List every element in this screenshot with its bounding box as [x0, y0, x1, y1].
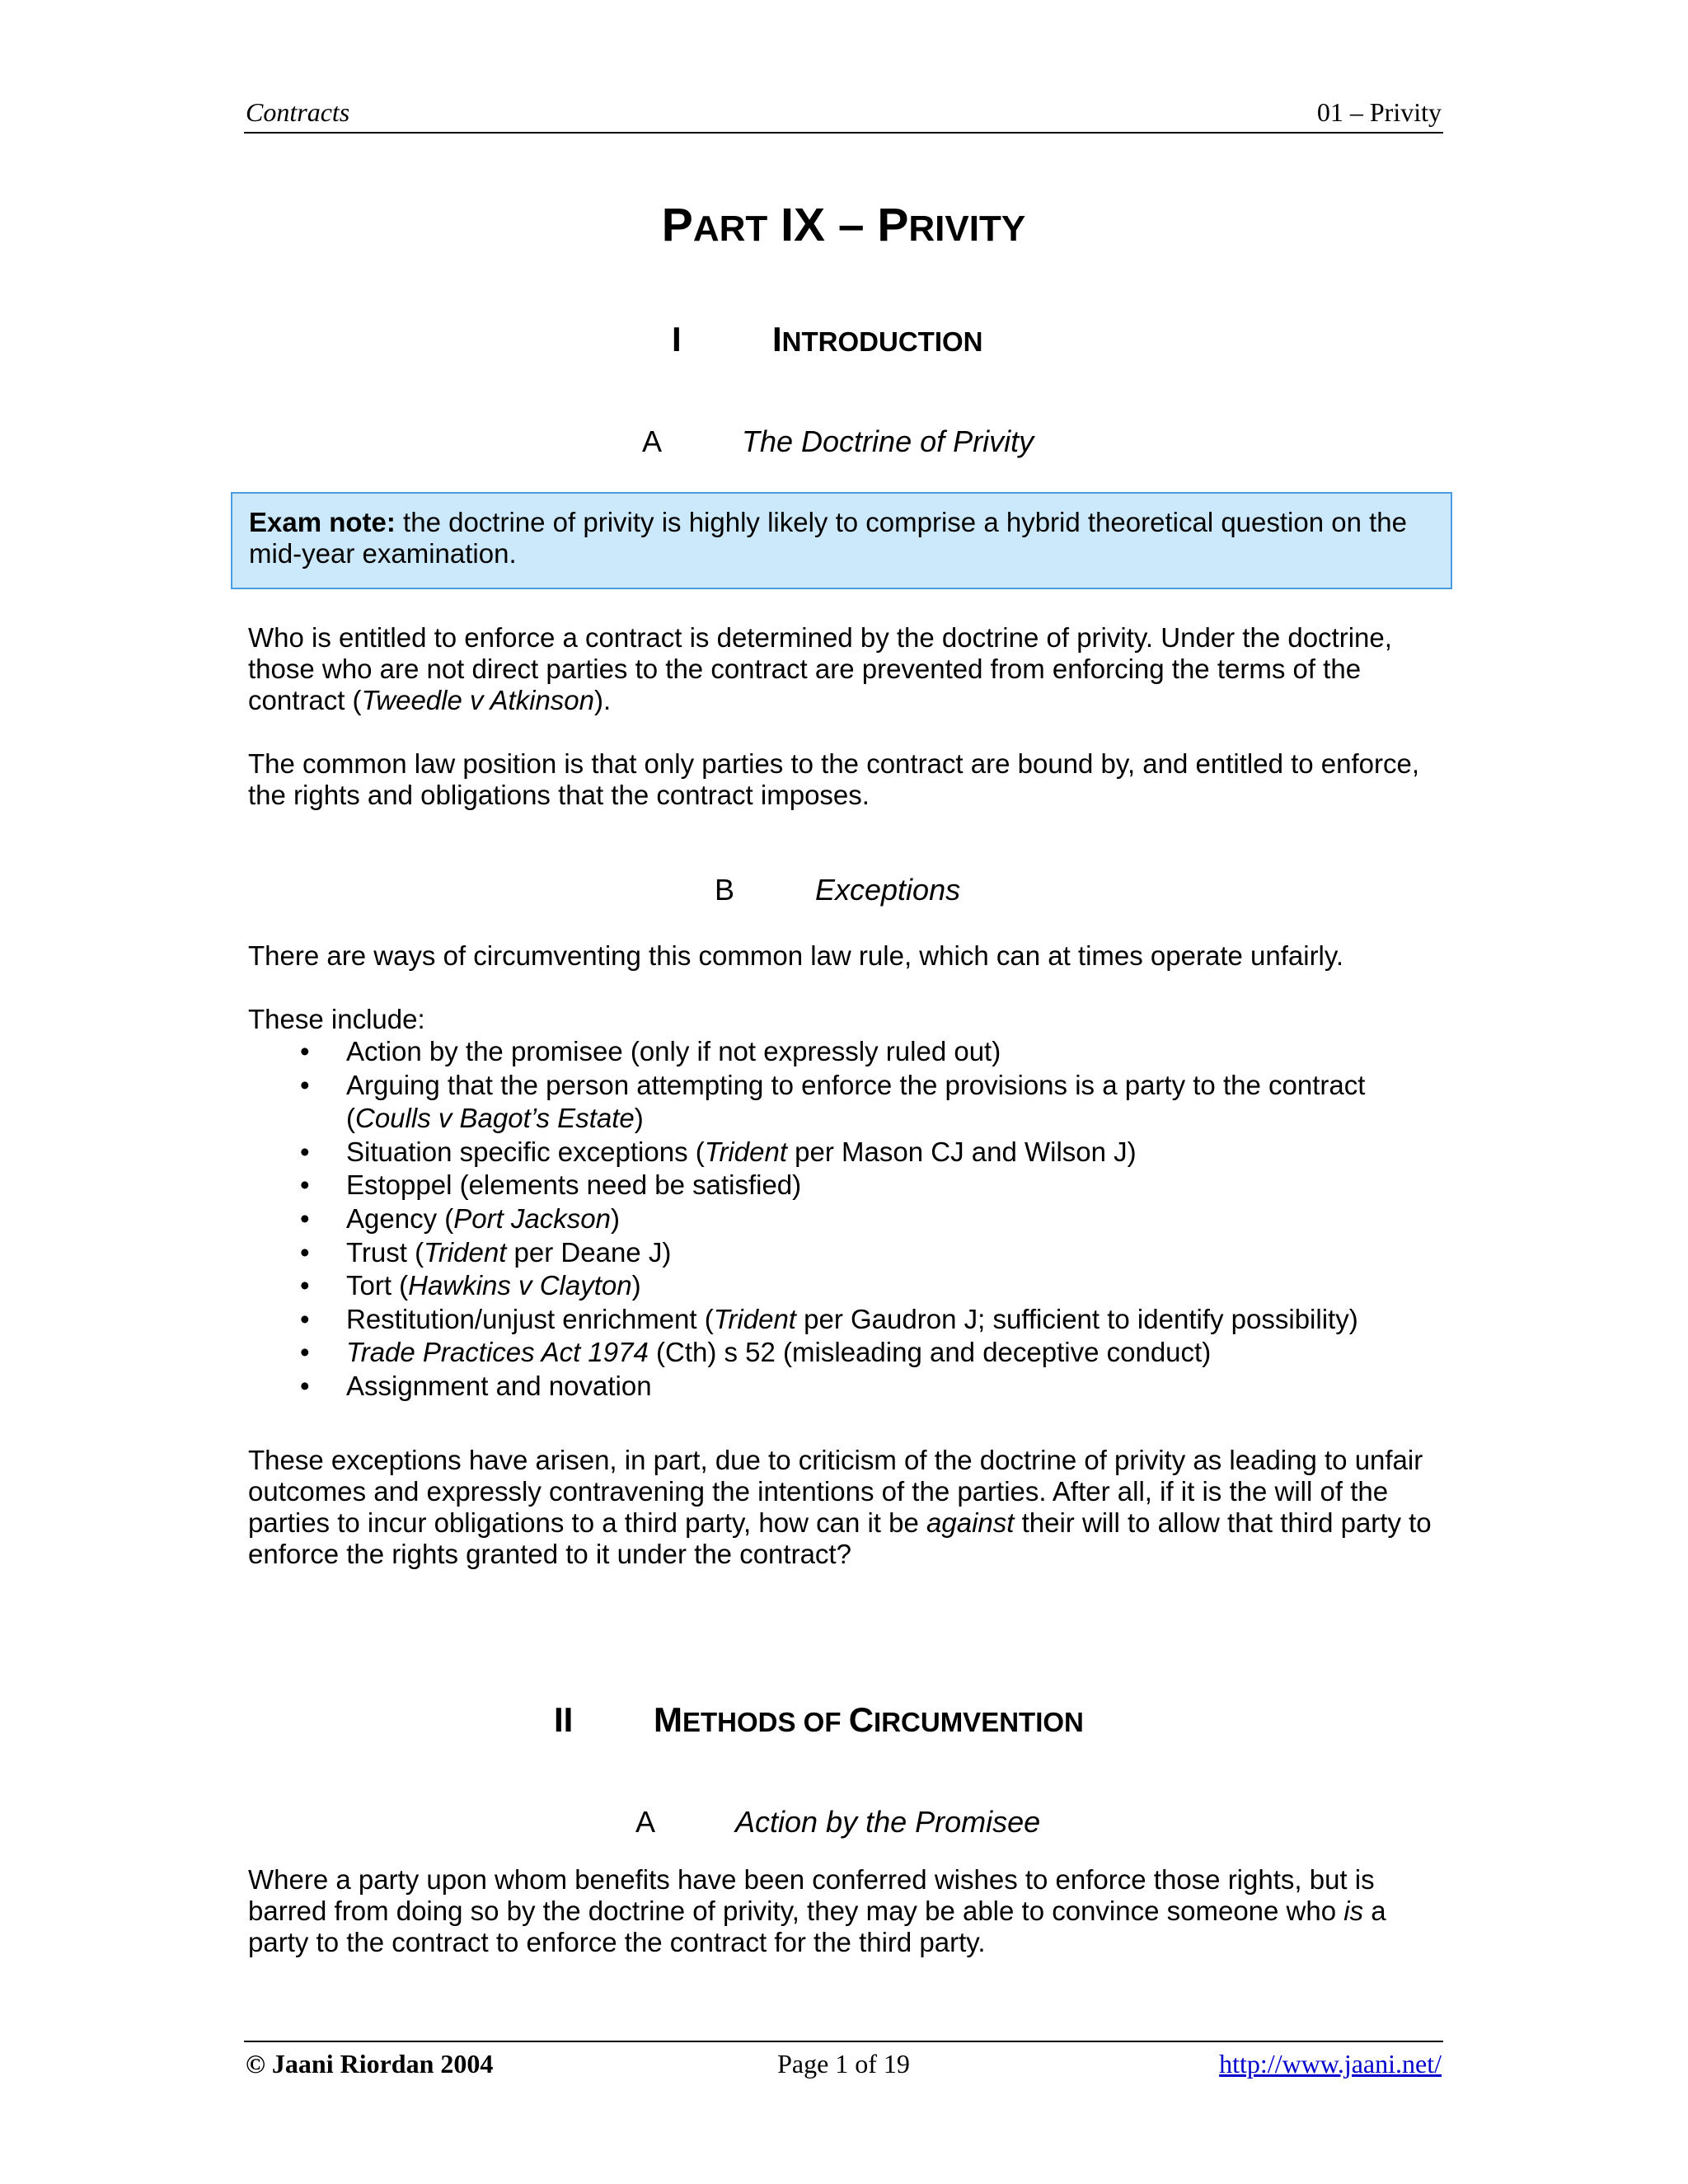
running-header — [244, 97, 1443, 134]
list-item: • Trust (Trident per Deane J) — [248, 1236, 1447, 1270]
list-item: • Restitution/unjust enrichment (Trident per Gaudron J; sufficient to identify possibility) — [248, 1303, 1447, 1337]
footer-page-number: Page 1 of 19 — [777, 2049, 910, 2079]
paragraph-action-by-promisee: Where a party upon whom benefits have been conferred wishes to enforce those rights, but is barred from doing so by the doctrine of privity, they may be able to convince someone who is a party to the contract to enforce the contract for the third party. — [248, 1864, 1386, 1957]
case-name: Port Jackson — [453, 1202, 611, 1234]
footer-copyright: © Jaani Riordan 2004 — [246, 2049, 494, 2079]
bullet-icon: • — [300, 1069, 310, 1100]
bullet-icon: • — [300, 1270, 310, 1301]
list-item: • Estoppel (elements need be satisfied) — [248, 1169, 1447, 1202]
bullet-icon: • — [300, 1370, 310, 1401]
subsection-1a-title: The Doctrine of Privity — [742, 424, 1034, 458]
list-item: • Trade Practices Act 1974 (Cth) s 52 (misleading and deceptive conduct) — [248, 1336, 1447, 1370]
paragraph-privity-definition: Who is entitled to enforce a contract is determined by the doctrine of privity. Under the doctrine, those who are not direct parties to the contract are prevented from enforcing the terms of the contract (Tweedle v Atkinson). — [248, 622, 1392, 715]
part-title: PART IX – PRIVITY — [661, 199, 1026, 251]
page-footer — [244, 2041, 1443, 2083]
paragraph-common-law: The common law position is that only parties to the contract are bound by, and entitled to enforce, the rights and obligations that the contract imposes. — [248, 748, 1420, 810]
exam-note-label: Exam note: — [249, 507, 396, 537]
subsection-2a-title: Action by the Promisee — [735, 1805, 1041, 1839]
list-item: • Arguing that the person attempting to enforce the provisions is a party to the contract (Coulls v Bagot’s Estate) — [300, 1069, 1366, 1134]
bullet-icon: • — [300, 1202, 310, 1234]
exceptions-list — [248, 1035, 1447, 1404]
section-2-title: METHODS OF CIRCUMVENTION — [654, 1700, 1084, 1739]
subsection-1b-title: Exceptions — [815, 873, 961, 907]
bullet-icon: • — [300, 1169, 310, 1201]
list-item: • Situation specific exceptions (Trident per Mason CJ and Wilson J) — [248, 1136, 1447, 1169]
case-name: Tweedle v Atkinson — [361, 685, 595, 715]
case-name: Hawkins v Clayton — [408, 1270, 632, 1301]
statute-name: Trade Practices Act 1974 — [346, 1337, 649, 1368]
exam-note-text: the doctrine of privity is highly likely to comprise a hybrid theoretical question on the mid-year examination. — [249, 507, 1407, 569]
section-1-title: INTRODUCTION — [772, 320, 983, 359]
section-2-numeral: II — [554, 1700, 574, 1739]
list-item: • Agency (Port Jackson) — [248, 1202, 1447, 1236]
subsection-1a-letter: A — [642, 424, 663, 458]
case-name: Trident — [704, 1136, 787, 1167]
list-item: • Tort (Hawkins v Clayton) — [248, 1269, 1447, 1303]
bullet-icon: • — [300, 1303, 310, 1334]
case-name: Trident — [713, 1303, 796, 1334]
list-item: • Assignment and novation — [248, 1370, 1447, 1404]
header-topic: 01 – Privity — [1316, 97, 1442, 127]
paragraph-criticism: These exceptions have arisen, in part, due to criticism of the doctrine of privity as leading to unfair outcomes and expressly contravening the intentions of the parties. After all, if it is the will of the parties to incur obligations to a third party, how can it be against their will to allow that third party to enforce the rights granted to it under the contract? — [248, 1445, 1432, 1569]
paragraph-circumvention: There are ways of circumventing this common law rule, which can at times operate unfairly. — [248, 940, 1344, 971]
bullet-icon: • — [300, 1337, 310, 1368]
subsection-1b-letter: B — [715, 873, 735, 907]
bullet-icon: • — [300, 1036, 310, 1066]
exam-note-box — [231, 492, 1452, 589]
case-name: Coulls v Bagot’s Estate — [355, 1103, 635, 1134]
section-1-numeral: I — [672, 320, 682, 359]
paragraph-these-include: These include: — [248, 1004, 425, 1034]
footer-website-link[interactable]: http://www.jaani.net/ — [1219, 2049, 1442, 2079]
subsection-2a-letter: A — [635, 1805, 656, 1839]
header-course: Contracts — [246, 97, 350, 127]
bullet-icon: • — [300, 1236, 310, 1268]
list-item: • Action by the promisee (only if not expressly ruled out) — [248, 1035, 1447, 1069]
bullet-icon: • — [300, 1136, 310, 1167]
case-name: Trident — [424, 1236, 507, 1268]
